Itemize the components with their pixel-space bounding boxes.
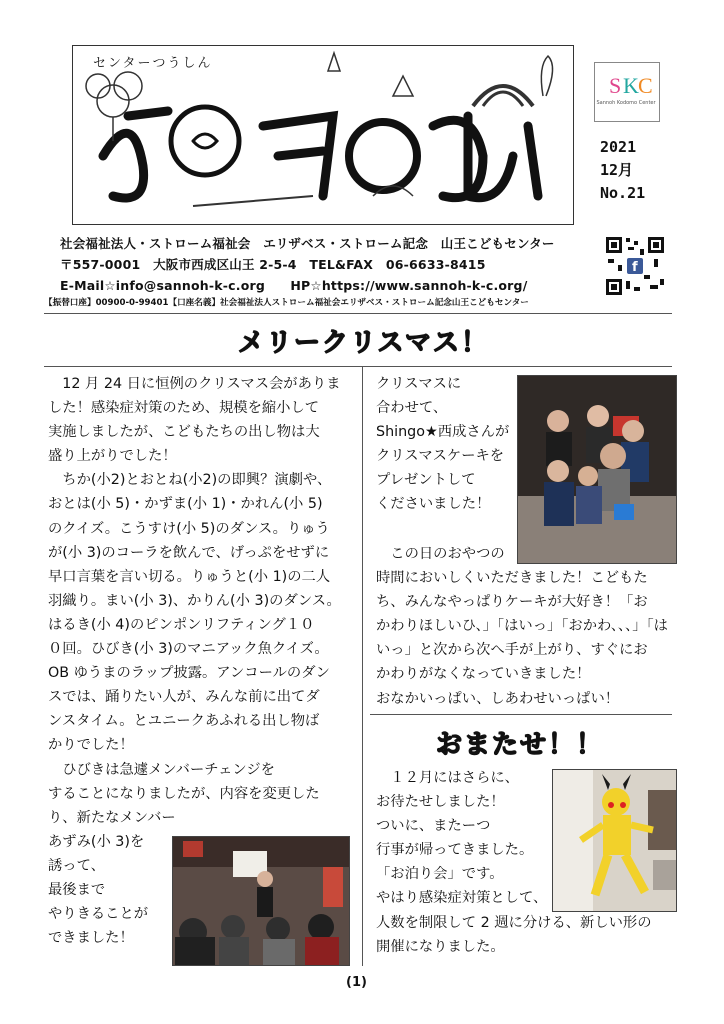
- divider: [44, 313, 672, 314]
- photo-christmas-party: [172, 836, 350, 966]
- issue-year: 2021: [600, 138, 637, 156]
- text-line: り、新たなメンバー: [48, 809, 176, 826]
- svg-text:K: K: [623, 73, 639, 98]
- text-line: ンスタイム。とユニークあふれる出し物ば: [48, 713, 320, 730]
- text-line: 人数を制限して 2 週に分ける、新しい形の: [376, 914, 652, 931]
- heading-omatase: おまたせ！！: [436, 730, 605, 760]
- text-line: 羽織り。まい(小 3)、かりん(小 3)のダンス。: [48, 592, 341, 609]
- text-line: いっ」と次から次へ手が上がり、すぐにお: [376, 642, 648, 659]
- org-contact-line: E-Mail☆info@sannoh-k-c.org HP☆https://www.sannoh-k-c.org/: [60, 278, 528, 293]
- photo-children-with-cake: [517, 375, 677, 564]
- text-line: かりでした！: [48, 737, 134, 754]
- cake-article: [376, 372, 509, 517]
- text-line: やはり感染症対策として、: [376, 890, 548, 907]
- masthead: [72, 45, 574, 225]
- text-line: 最後まで: [48, 881, 106, 898]
- heading-merry-christmas: メリークリスマス！: [238, 328, 489, 358]
- text-line: 行事が帰ってきました。: [376, 842, 534, 859]
- text-line: プレゼントして: [376, 472, 476, 489]
- text-line: 「お泊り会」です。: [376, 866, 504, 883]
- org-name-line: 社会福祉法人・ストローム福祉会 エリザベス・ストローム記念 山王こどもセンター: [60, 236, 555, 251]
- bank-account-line: 【振替口座】00900-0-99401【口座名義】社会福祉法人ストローム福祉会エリザベス・ストローム記念山王こどもセンター: [44, 298, 529, 308]
- text-line: ひびきは急遽メンバーチェンジを: [48, 761, 275, 778]
- text-line: ０回。ひびき(小 3)のマニアック魚クイズ。: [48, 641, 329, 658]
- text-line: くださいました！: [376, 496, 491, 513]
- text-line: ついに、またーつ: [376, 818, 491, 835]
- photo-child-in-costume: [552, 769, 677, 912]
- text-line: はるき(小 4)のピンポンリフティング１０: [48, 616, 315, 633]
- text-line: クリスマスに: [376, 376, 462, 392]
- text-line: した！感染症対策のため、規模を縮小して: [48, 400, 320, 417]
- svg-text:S: S: [609, 73, 622, 98]
- text-line: 開催になりました。: [376, 938, 505, 955]
- text-line: おなかいっぱい、しあわせいっぱい！: [376, 690, 620, 707]
- snack-article: [376, 542, 668, 711]
- text-line: のクイズ。こうすけ(小 5)のダンス。りゅう: [48, 520, 330, 537]
- issue-month: 12月: [600, 161, 634, 179]
- text-line: OB ゆうまのラップ披露。アンコールのダン: [48, 665, 330, 682]
- column-divider: [362, 366, 363, 966]
- text-line: 12 月 24 日に恒例のクリスマス会がありま: [48, 376, 341, 392]
- text-line: クリスマスケーキを: [376, 448, 505, 465]
- text-line: スでは、踊りたい人が、みんな前に出てダ: [48, 689, 320, 706]
- text-line: 盛り上がりでした！: [48, 448, 177, 465]
- svg-text:f: f: [632, 260, 638, 275]
- text-line: が(小 3)のコーラを飲んで、げっぷをせずに: [48, 544, 330, 561]
- masthead-kana-label: センターつうしん: [93, 56, 213, 71]
- skc-logo-icon: [595, 63, 659, 103]
- divider: [44, 366, 672, 367]
- center-logo: [594, 62, 660, 122]
- svg-text:C: C: [638, 73, 653, 98]
- text-line: やりきることが: [48, 906, 149, 923]
- issue-number: No.21: [600, 184, 646, 202]
- text-line: ち、みんなやっぱりケーキが大好き！「お: [376, 594, 648, 611]
- text-line: かわりがなくなっていきました！: [376, 666, 591, 683]
- text-line: することになりましたが、内容を変更した: [48, 785, 320, 802]
- text-line: 早口言葉を言い切る。りゅうと(小 1)の二人: [48, 568, 331, 585]
- qr-code-icon[interactable]: [604, 235, 666, 297]
- logo-caption: Sannoh Kodomo Center: [596, 100, 656, 106]
- text-line: 実施しましたが、こどもたちの出し物は大: [48, 424, 320, 441]
- divider: [370, 714, 672, 715]
- masthead-illustration: [73, 46, 573, 224]
- text-line: Shingo★西成さんが: [376, 424, 510, 441]
- text-line: 時間においしくいただきました！こどもた: [376, 570, 648, 587]
- text-line: かわりほしいひ、」「はいっ」「おかわ、、、」「は: [376, 618, 668, 635]
- text-line: この日のおやつの: [376, 546, 505, 562]
- text-line: あずみ(小 3)を: [48, 833, 145, 850]
- issue-info: [600, 136, 645, 205]
- text-line: できました！: [48, 930, 134, 947]
- text-line: お待たせしました！: [376, 794, 505, 811]
- text-line: ちか(小2)とおとね(小2)の即興？演劇や、: [48, 472, 332, 489]
- text-line: 合わせて、: [376, 400, 448, 417]
- text-line: １２月にはさらに、: [376, 770, 519, 786]
- page-number: (1): [346, 975, 367, 990]
- text-line: 誘って、: [48, 857, 105, 874]
- org-address-line: 〒557-0001 大阪市西成区山王 2-5-4 TEL&FAX 06-6633-8415: [60, 257, 486, 272]
- text-line: おとは(小 5)・かずま(小 1)・かれん(小 5): [48, 496, 323, 513]
